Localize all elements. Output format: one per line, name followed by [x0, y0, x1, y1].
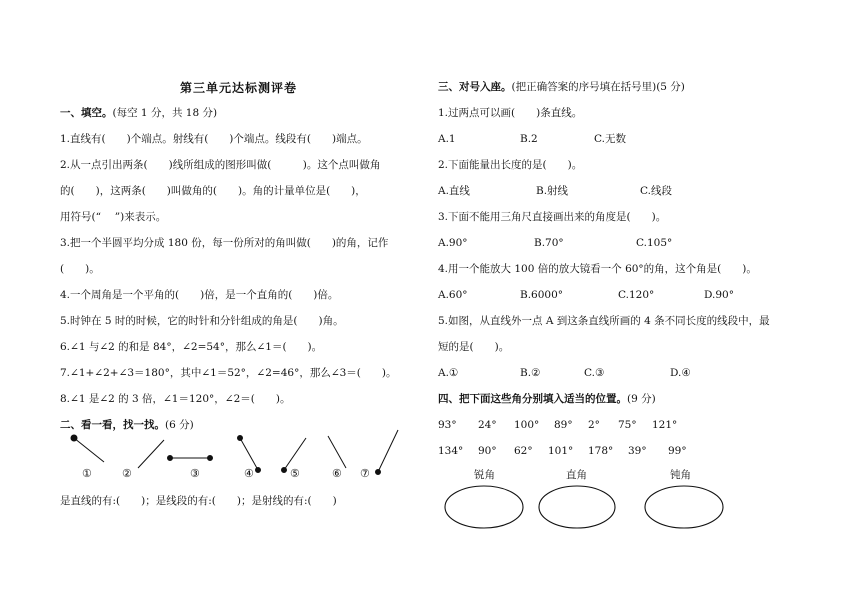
q3-5-line2: 短的是( )。: [438, 341, 510, 353]
angle-90: 90°: [478, 445, 497, 457]
angle-24: 24°: [478, 419, 497, 431]
q3-1-option-c: C.无数: [594, 133, 626, 145]
section-1-title: 一、填空。: [60, 107, 113, 119]
q1-2-line2: 的( )，这两条( )叫做角的( )。角的计量单位是( )，: [60, 185, 366, 197]
angle-62: 62°: [514, 445, 533, 457]
section-2-heading: [60, 420, 194, 431]
q3-4-option-b: B.6000°: [520, 289, 564, 301]
q3-5-line1: 5.如图，从直线外一点 A 到这条直线所画的 4 条不同长度的线段中，最: [438, 315, 770, 327]
figure-7-ray: [378, 430, 398, 472]
figure-1-ray: [74, 438, 104, 462]
section-2-answer: 是直线的有:( )；是线段的有:( )；是射线的有:( ): [60, 495, 337, 507]
q1-7: 7.∠1+∠2+∠3＝180°，其中∠1＝52°，∠2=46°，那么∠3＝( )。: [60, 367, 397, 379]
figure-6-line: [328, 436, 346, 468]
q3-5-option-a: A.①: [438, 367, 459, 379]
angle-2: 2°: [588, 419, 600, 431]
angle-99: 99°: [668, 445, 687, 457]
figure-label-6: ⑥: [332, 467, 342, 480]
figure-label-3: ③: [190, 467, 200, 480]
q3-1: 1.过两点可以画( )条直线。: [438, 107, 583, 119]
q3-2-option-c: C.线段: [640, 185, 672, 197]
figure-2-line: [138, 440, 164, 468]
section-3-heading: [438, 82, 685, 93]
angle-100: 100°: [514, 419, 540, 431]
category-ovals: [438, 480, 738, 540]
figure-5-endpoint: [282, 468, 287, 473]
section-1-note: (每空 1 分，共 18 分): [112, 107, 218, 119]
section-4-heading: [438, 394, 656, 405]
q1-1: 1.直线有( )个端点。射线有( )个端点。线段有( )端点。: [60, 133, 368, 145]
page-title: 第三单元达标测评卷: [180, 81, 298, 95]
angle-75: 75°: [618, 419, 637, 431]
q1-5: 5.时钟在 5 时的时候，它的时针和分针组成的角是( )角。: [60, 315, 344, 327]
q3-3-option-c: C.105°: [636, 237, 673, 249]
angle-134: 134°: [438, 445, 464, 457]
q3-2-option-b: B.射线: [536, 185, 569, 197]
q3-1-option-b: B.2: [520, 133, 538, 145]
category-right-label: 直角: [566, 469, 587, 481]
line-figures: [60, 430, 420, 490]
figure-label-4: ④: [244, 467, 254, 480]
q3-4: 4.用一个能放大 100 倍的放大镜看一个 60°的角，这个角是( )。: [438, 263, 757, 275]
q3-5-option-d: D.④: [670, 367, 691, 379]
figure-3-endpoint-a: [168, 456, 173, 461]
q3-3-option-b: B.70°: [534, 237, 564, 249]
angle-89: 89°: [554, 419, 573, 431]
q1-8: 8.∠1 是∠2 的 3 倍，∠1＝120°，∠2＝( )。: [60, 393, 291, 405]
angle-178: 178°: [588, 445, 614, 457]
q3-5-option-b: B.②: [520, 367, 541, 379]
q3-4-option-a: A.60°: [438, 289, 468, 301]
section-3-title: 三、对号入座。: [438, 81, 512, 93]
section-2-title: 二、看一看，找一找。: [60, 419, 165, 431]
angle-121: 121°: [652, 419, 678, 431]
figure-5-ray: [284, 438, 306, 470]
right-oval: [539, 486, 615, 528]
obtuse-oval: [645, 486, 723, 528]
figure-4-endpoint-a: [238, 436, 243, 441]
q1-4: 4.一个周角是一个平角的( )倍，是一个直角的( )倍。: [60, 289, 339, 301]
section-4-note: (9 分): [627, 393, 656, 405]
figure-1-endpoint: [71, 435, 77, 441]
figure-label-1: ①: [82, 467, 92, 480]
q3-3-option-a: A.90°: [438, 237, 468, 249]
figure-7-endpoint: [376, 470, 381, 475]
figure-4-endpoint-b: [256, 468, 261, 473]
figure-label-2: ②: [122, 467, 132, 480]
acute-oval: [445, 486, 523, 528]
angle-39: 39°: [628, 445, 647, 457]
q3-5-option-c: C.③: [584, 367, 605, 379]
category-obtuse-label: 钝角: [670, 469, 691, 481]
q1-2-line3: 用符号(“ ”)来表示。: [60, 211, 167, 223]
q3-3: 3.下面不能用三角尺直接画出来的角度是( )。: [438, 211, 667, 223]
q1-3-line1: 3.把一个半圆平均分成 180 份，每一份所对的角叫做( )的角，记作: [60, 237, 389, 249]
q3-4-option-c: C.120°: [618, 289, 655, 301]
q3-4-option-d: D.90°: [704, 289, 734, 301]
figure-4-segment: [240, 438, 258, 470]
q1-2-line1: 2.从一点引出两条( )线所组成的图形叫做( )。这个点叫做角: [60, 159, 381, 171]
q3-2-option-a: A.直线: [438, 185, 470, 197]
figure-label-7: ⑦: [360, 467, 370, 480]
q1-3-line2: ( )。: [60, 263, 100, 275]
category-acute-label: 锐角: [474, 469, 495, 481]
section-4-title: 四、把下面这些角分别填入适当的位置。: [438, 393, 627, 405]
q3-1-option-a: A.1: [438, 133, 456, 145]
section-1-heading: [60, 108, 217, 119]
q1-6: 6.∠1 与∠2 的和是 84°，∠2=54°，那么∠1＝( )。: [60, 341, 323, 353]
q3-2: 2.下面能量出长度的是( )。: [438, 159, 583, 171]
figure-label-5: ⑤: [290, 467, 300, 480]
angle-93: 93°: [438, 419, 457, 431]
section-2-note: (6 分): [165, 419, 194, 431]
section-3-note: (把正确答案的序号填在括号里)(5 分): [511, 81, 685, 93]
angle-101: 101°: [548, 445, 574, 457]
figure-3-endpoint-b: [208, 456, 213, 461]
